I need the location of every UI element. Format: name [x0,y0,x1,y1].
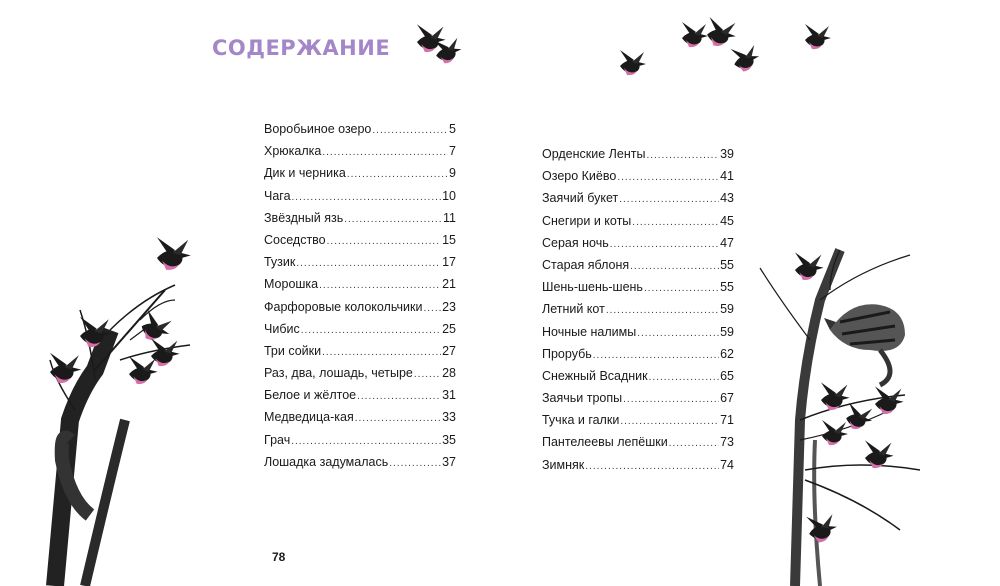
toc-entry-title: Звёздный язь [264,210,344,225]
toc-entry[interactable] [264,273,456,295]
toc-entry-title: Хрюкалка [264,144,322,159]
toc-leader-dots [372,120,448,142]
toc-entry-title: Летний кот [542,302,605,317]
toc-leader-dots [632,212,719,234]
toc-entry[interactable] [542,321,734,343]
toc-entry-page: 27 [442,343,456,358]
toc-entry[interactable] [264,229,456,251]
toc-leader-dots [301,320,441,342]
toc-leader-dots [644,278,719,300]
toc-entry[interactable] [542,143,734,165]
toc-entry-page: 10 [442,188,456,203]
toc-entry-page: 45 [720,213,734,228]
toc-entry-page: 55 [720,280,734,295]
toc-entry[interactable] [542,343,734,365]
bird-icon [822,420,848,445]
toc-entry-title: Соседство [264,232,326,247]
page-title: СОДЕРЖАНИЕ [212,36,391,60]
toc-entry-title: Белое и жёлтое [264,388,357,403]
toc-entry-page: 15 [442,232,456,247]
toc-entry-page: 71 [720,413,734,428]
toc-entry-title: Чибис [264,321,300,336]
bird-icon [805,24,831,49]
toc-leader-dots [649,367,719,389]
toc-entry-page: 47 [720,235,734,250]
toc-entry-page: 67 [720,391,734,406]
toc-entry-page: 39 [720,147,734,161]
bird-icon [730,43,761,74]
toc-entry[interactable] [264,451,456,473]
toc-entry[interactable] [264,162,456,184]
toc-entry-title: Заячьи тропы [542,391,623,406]
toc-leader-dots [322,142,448,164]
toc-leader-dots [327,231,441,253]
bird-icon [129,356,158,384]
toc-entry-title: Три сойки [264,343,322,358]
toc-entry[interactable] [542,165,734,187]
toc-entry-title: Медведица-кая [264,410,354,425]
bird-icon [157,237,191,270]
right-tree [760,250,920,586]
toc-entry[interactable] [542,365,734,387]
toc-entry-page: 23 [442,299,456,314]
toc-entry[interactable] [264,140,456,162]
toc-entry[interactable] [542,454,734,476]
toc-leader-dots [593,345,719,367]
bird-icon [875,386,904,414]
toc-entry-page: 59 [720,302,734,317]
toc-entry-page: 35 [442,432,456,447]
bird-icon [806,512,839,544]
toc-leader-dots [319,275,441,297]
toc-entry[interactable] [542,387,734,409]
toc-entry[interactable] [542,232,734,254]
toc-entry[interactable] [542,276,734,298]
toc-entry-page: 11 [443,210,456,225]
toc-leader-dots [291,431,441,453]
toc-entry-title: Пантелеевы лепёшки [542,435,668,450]
toc-entry-title: Ночные налимы [542,324,637,339]
toc-entry-title: Тучка и галки [542,413,620,428]
toc-entry-title: Снегири и коты [542,213,632,228]
bird-icon [865,440,894,468]
toc-entry-title: Фарфоровые колокольчики [264,299,423,314]
toc-entry-title: Серая ночь [542,235,609,250]
bird-icon [620,50,646,75]
toc-entry-page: 25 [442,321,456,336]
toc-leader-dots [296,253,441,275]
toc-entry-page: 62 [720,346,734,361]
toc-entry-title: Лошадка задумалась [264,454,389,469]
toc-entry-title: Морошка [264,277,319,292]
toc-entry-page: 55 [720,257,734,272]
toc-entry-title: Воробьиное озеро [264,122,372,136]
toc-entry-page: 74 [720,457,734,472]
toc-entry[interactable] [542,298,734,320]
toc-entry[interactable] [264,384,456,406]
toc-entry-page: 21 [442,277,456,292]
toc-entry-title: Снежный Всадник [542,368,648,383]
toc-entry[interactable] [264,340,456,362]
bird-icon [706,17,738,48]
toc-entry[interactable] [264,318,456,340]
toc-entry[interactable] [264,296,456,318]
toc-entry-title: Дик и черника [264,166,346,181]
toc-entry[interactable] [264,406,456,428]
cat-illustration [824,304,905,385]
left-tree [50,285,190,586]
toc-leader-dots [292,187,442,209]
toc-leader-dots [637,323,719,345]
toc-entry[interactable] [264,185,456,207]
toc-leader-dots [617,167,719,189]
toc-entry-page: 28 [442,366,456,381]
toc-entry-title: Озеро Киёво [542,169,617,184]
toc-entry[interactable] [264,429,456,451]
toc-entry-page: 43 [720,191,734,206]
toc-entry-page: 7 [449,144,456,159]
toc-entry-page: 41 [720,169,734,184]
toc-right-column [542,143,734,476]
toc-entry[interactable] [542,187,734,209]
toc-entry[interactable] [264,251,456,273]
toc-entry-title: Тузик [264,255,296,270]
toc-entry-title: Заячий букет [542,191,619,206]
toc-entry-title: Старая яблоня [542,257,630,272]
toc-entry-page: 33 [442,410,456,425]
toc-entry-title: Прорубь [542,346,592,361]
toc-entry[interactable] [542,254,734,276]
toc-entry-page: 17 [442,255,456,270]
bird-icon [795,252,824,280]
toc-entry[interactable] [542,409,734,431]
toc-entry-title: Чага [264,188,291,203]
toc-entry[interactable] [542,431,734,453]
page-number: 78 [272,550,286,564]
toc-leader-dots [606,300,719,322]
bird-icon [682,22,708,47]
toc-entry[interactable] [264,207,456,229]
toc-leader-dots [423,298,441,320]
toc-leader-dots [414,364,441,386]
toc-entry-title: Раз, два, лошадь, четыре [264,366,413,381]
toc-leader-dots [344,209,442,231]
toc-leader-dots [322,342,441,364]
toc-leader-dots [623,389,719,411]
toc-entry-page: 31 [442,388,456,403]
toc-entry-page: 73 [720,435,734,450]
toc-leader-dots [389,453,441,475]
toc-entry-page: 65 [720,368,734,383]
toc-leader-dots [646,145,719,167]
toc-leader-dots [347,164,448,186]
toc-leader-dots [355,408,441,430]
toc-entry-page: 59 [720,324,734,339]
toc-leader-dots [610,234,719,256]
toc-entry[interactable] [542,210,734,232]
toc-entry-page: 5 [449,122,456,136]
toc-leader-dots [619,189,719,211]
bird-icon [151,338,180,366]
toc-entry-title: Орденские Ленты [542,147,646,161]
toc-leader-dots [669,433,719,455]
toc-leader-dots [585,456,719,478]
bird-icon [50,353,81,383]
toc-entry-title: Шень-шень-шень [542,280,643,295]
toc-entry-page: 9 [449,166,456,181]
toc-leader-dots [357,386,441,408]
toc-leader-dots [630,256,719,278]
toc-entry[interactable] [264,118,456,140]
toc-entry[interactable] [264,362,456,384]
toc-entry-title: Грач [264,432,291,447]
toc-left-column [264,118,456,473]
toc-leader-dots [620,411,719,433]
toc-entry-title: Зимняк [542,457,585,472]
toc-entry-page: 37 [442,454,456,469]
